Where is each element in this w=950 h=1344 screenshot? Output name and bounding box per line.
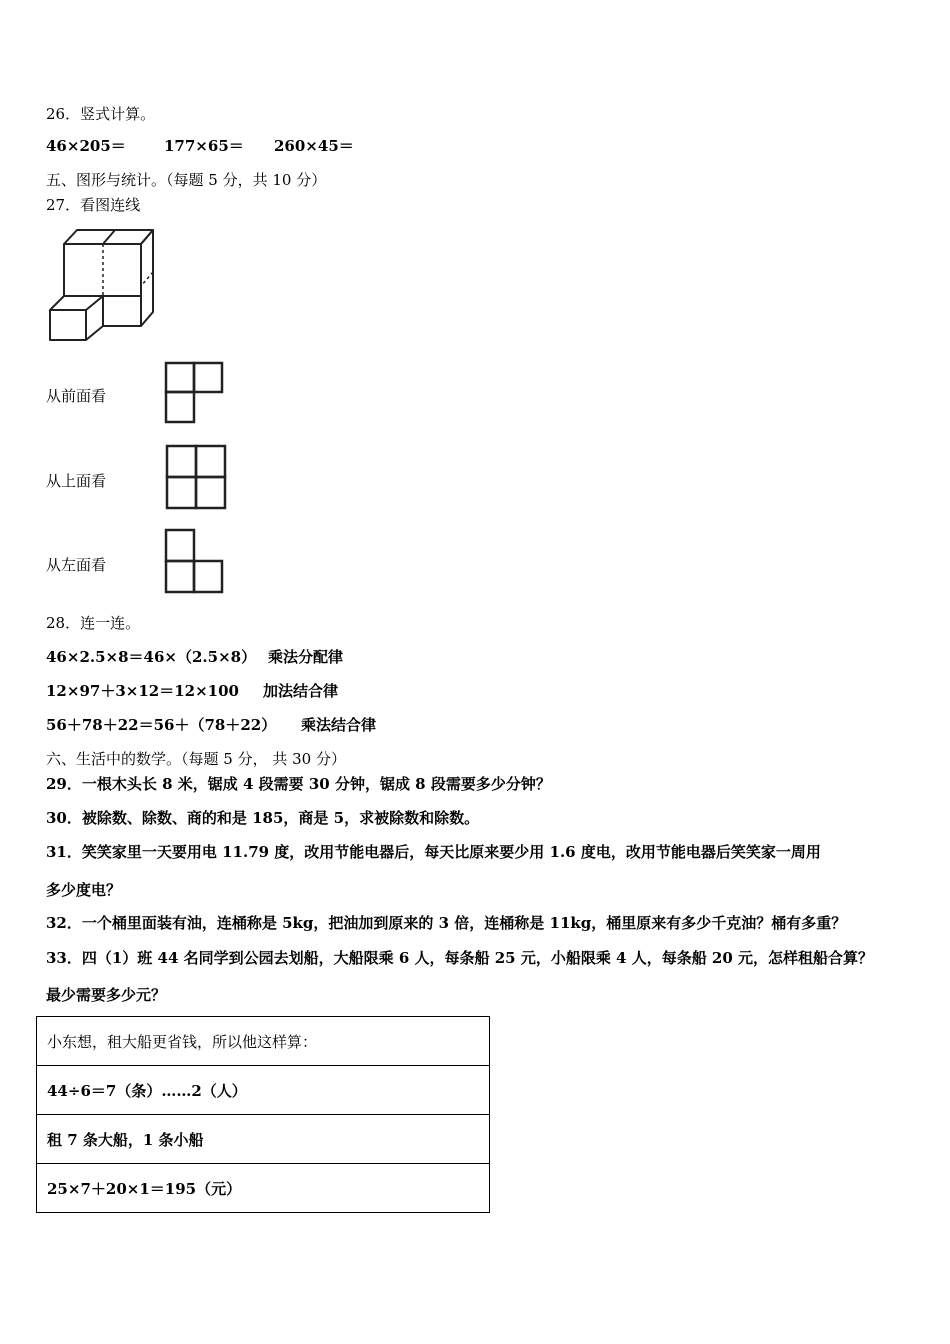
q28-law-3: 乘法结合律 (301, 716, 377, 734)
q27-title: 27．看图连线 (46, 196, 141, 214)
q26-problem-1: 46×205＝ (46, 137, 126, 155)
table-cell: 25×7＋20×1＝195（元） (37, 1164, 490, 1213)
table-row (37, 1164, 490, 1213)
q28-equation-3: 56＋78＋22＝56＋（78＋22） (46, 716, 277, 734)
q28-law-1: 乘法分配律 (268, 648, 344, 666)
table-row (37, 1017, 490, 1066)
q26-problem-2: 177×65＝ (164, 137, 244, 155)
left-view-shape-icon (164, 528, 224, 594)
table-row (37, 1066, 490, 1115)
table-cell: 租 7 条大船，1 条小船 (37, 1115, 490, 1164)
q32-text: 32．一个桶里面装有油，连桶称是 5kg，把油加到原来的 3 倍，连桶称是 11kg，桶里原来有多少千克油？桶有多重？ (46, 914, 847, 932)
q28-title: 28．连一连。 (46, 614, 141, 632)
view-label-left: 从左面看 (46, 556, 107, 574)
section5-title: 五、图形与统计。（每题 5 分，共 10 分） (46, 171, 327, 189)
q33-text-line1: 33．四（1）班 44 名同学到公园去划船，大船限乘 6 人，每条船 25 元，小船限乘 4 人，每条船 20 元，怎样租船合算？ (46, 949, 874, 967)
table-cell: 44÷6＝7（条）……2（人） (37, 1066, 490, 1115)
q29-text: 29．一根木头长 8 米，锯成 4 段需要 30 分钟，锯成 8 段需要多少分钟？ (46, 775, 551, 793)
top-view-shape-icon (165, 444, 227, 510)
q26-title: 26．竖式计算。 (46, 105, 156, 123)
front-view-shape-icon (164, 361, 224, 425)
q28-equation-1: 46×2.5×8＝46×（2.5×8） (46, 648, 257, 666)
q26-problem-3: 260×45＝ (274, 137, 354, 155)
q31-text-line2: 多少度电？ (46, 881, 122, 899)
block-3d-figure (40, 222, 164, 348)
section6-title: 六、生活中的数学。（每题 5 分， 共 30 分） (46, 750, 346, 768)
q30-text: 30．被除数、除数、商的和是 185，商是 5，求被除数和除数。 (46, 809, 480, 827)
table-cell: 小东想，租大船更省钱，所以他这样算： (37, 1017, 490, 1066)
view-label-top: 从上面看 (46, 472, 107, 490)
q33-text-line2: 最少需要多少元？ (46, 986, 167, 1004)
q33-solution-table (36, 1016, 490, 1213)
view-label-front: 从前面看 (46, 387, 107, 405)
q28-equation-2: 12×97＋3×12＝12×100 (46, 682, 239, 700)
q31-text-line1: 31．笑笑家里一天要用电 11.79 度，改用节能电器后，每天比原来要少用 1.6 度电，改用节能电器后笑笑家一周用 (46, 843, 821, 861)
q28-law-2: 加法结合律 (263, 682, 339, 700)
table-row (37, 1115, 490, 1164)
